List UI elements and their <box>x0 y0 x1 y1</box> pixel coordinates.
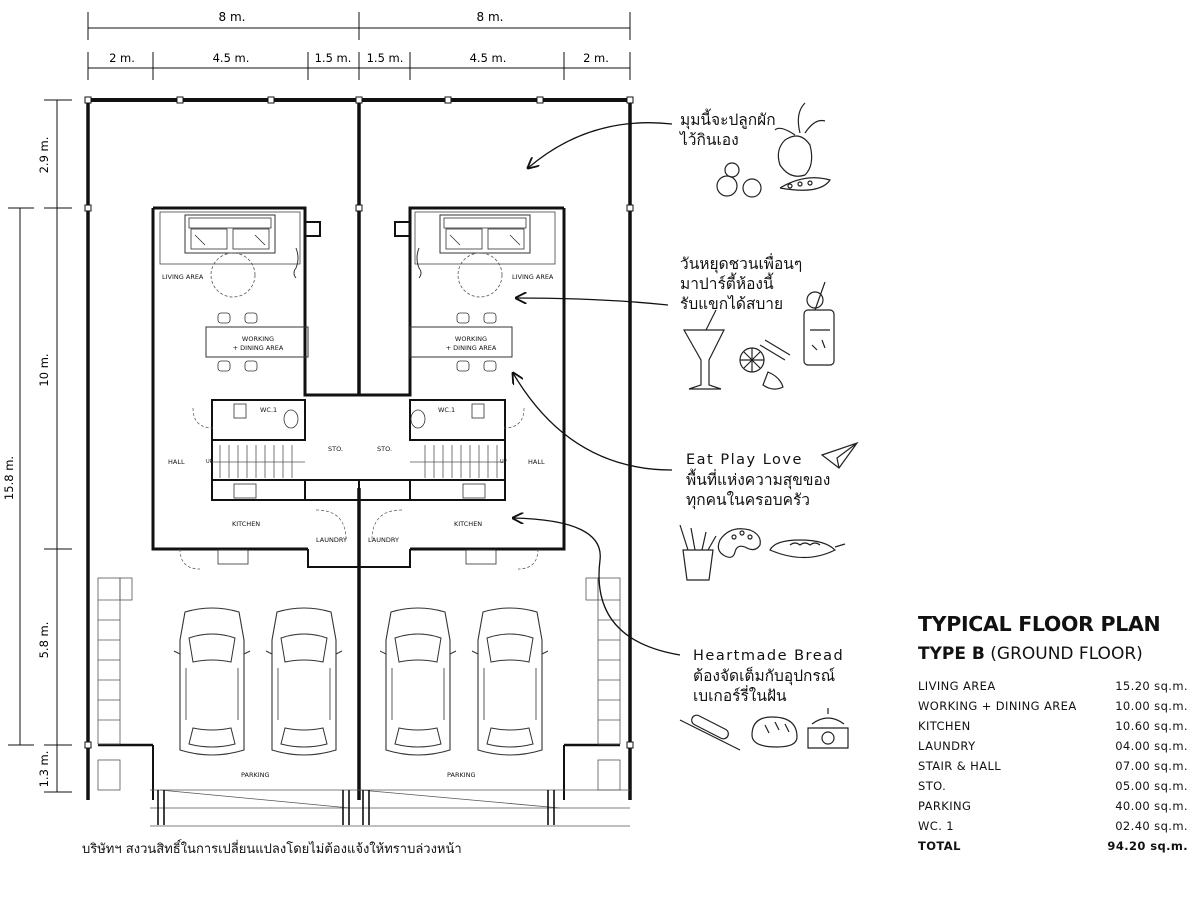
callout-party <box>680 254 802 314</box>
label-laundry-right: LAUNDRY <box>368 536 399 544</box>
label-parking-right: PARKING <box>447 771 476 779</box>
art-cooking-illustration <box>680 525 845 580</box>
dim-detail-2: 4.5 m. <box>212 51 250 65</box>
callout-party-line-3: รับแขกได้สบาย <box>680 295 784 313</box>
label-sto-left: STO. <box>328 445 344 453</box>
callout-family-line-2: ทุกคนในครอบครัว <box>686 491 810 509</box>
top-dimension-lines <box>88 12 630 80</box>
label-wc-left: WC.1 <box>260 406 278 414</box>
label-hall-right: HALL <box>528 458 545 466</box>
area-row <box>918 796 1188 816</box>
dim-detail-6: 2 m. <box>583 51 609 65</box>
callout-family <box>686 450 830 510</box>
label-living-left: LIVING AREA <box>162 273 204 281</box>
label-working-right-1: WORKING <box>454 335 488 343</box>
area-row <box>918 816 1188 836</box>
area-value: 40.00 sq.m. <box>1115 799 1188 813</box>
bakery-illustration <box>680 708 848 750</box>
dim-left-1: 2.9 m. <box>37 136 51 174</box>
label-sto-right: STO. <box>377 445 393 453</box>
area-name: WC. 1 <box>918 819 955 833</box>
dim-detail-1: 2 m. <box>109 51 135 65</box>
area-name: KITCHEN <box>918 719 971 733</box>
callout-garden-line-2: ไว้กินเอง <box>680 131 739 149</box>
left-unit-walls <box>153 208 359 567</box>
plan-floor: (GROUND FLOOR) <box>990 644 1143 664</box>
label-living-right: LIVING AREA <box>512 273 554 281</box>
area-value: 05.00 sq.m. <box>1115 779 1188 793</box>
plan-type: TYPE B <box>918 644 985 664</box>
left-dimension-lines <box>8 100 72 792</box>
callout-garden-line-1: มุมนี้จะปลูกผัก <box>680 111 776 129</box>
dim-left-4: 1.3 m. <box>37 750 51 788</box>
area-value: 10.60 sq.m. <box>1115 719 1188 733</box>
area-row <box>918 756 1188 776</box>
callout-family-title: Eat Play Love <box>686 452 803 468</box>
area-value: 10.00 sq.m. <box>1115 699 1188 713</box>
label-working-left-1: WORKING <box>241 335 275 343</box>
callout-party-line-1: วันหยุดชวนเพื่อนๆ <box>680 255 803 273</box>
area-name: LIVING AREA <box>918 679 996 693</box>
area-row <box>918 696 1188 716</box>
dim-detail-3: 1.5 m. <box>314 51 352 65</box>
callout-bakery-line-2: เบเกอร์รี่ในฝัน <box>693 687 787 705</box>
right-unit-furniture <box>372 212 555 569</box>
plan-title: TYPICAL FLOOR PLAN <box>918 612 1161 636</box>
callout-party-line-2: มาปาร์ตี้ห้องนี้ <box>680 275 774 293</box>
area-value: 07.00 sq.m. <box>1115 759 1188 773</box>
area-value: 02.40 sq.m. <box>1115 819 1188 833</box>
area-value: 15.20 sq.m. <box>1115 679 1188 693</box>
area-row <box>918 776 1188 796</box>
label-kitchen-right: KITCHEN <box>454 520 483 528</box>
label-kitchen-left: KITCHEN <box>232 520 261 528</box>
right-unit-walls <box>359 208 564 567</box>
label-wc-right: WC.1 <box>438 406 456 414</box>
area-total-row <box>918 836 1188 856</box>
area-name: WORKING + DINING AREA <box>918 699 1077 713</box>
area-row <box>918 716 1188 736</box>
plan-subtitle <box>918 644 1190 664</box>
area-total-name: TOTAL <box>918 839 961 853</box>
label-working-right-2: + DINING AREA <box>445 344 497 352</box>
dim-left-overall: 15.8 m. <box>2 455 16 501</box>
driveway-gate <box>150 790 630 826</box>
label-working-left-2: + DINING AREA <box>232 344 284 352</box>
area-value: 04.00 sq.m. <box>1115 739 1188 753</box>
label-up-left: UP <box>206 459 213 465</box>
callout-bakery-line-1: ต้องจัดเต็มกับอุปกรณ์ <box>693 667 836 685</box>
area-table <box>918 676 1188 856</box>
callout-bakery-title: Heartmade Bread <box>693 648 845 664</box>
area-row <box>918 676 1188 696</box>
disclaimer-text: บริษัทฯ สงวนสิทธิ์ในการเปลี่ยนแปลงโดยไม่ต้องแจ้งให้ทราบล่วงหน้า <box>82 842 462 857</box>
dim-top-left: 8 m. <box>218 10 246 24</box>
callout-arrows <box>513 123 680 655</box>
left-unit-furniture <box>160 212 346 569</box>
area-row <box>918 736 1188 756</box>
area-name: STO. <box>918 779 947 793</box>
area-name: PARKING <box>918 799 972 813</box>
area-total-value: 94.20 sq.m. <box>1107 839 1188 853</box>
title-block <box>918 612 1190 856</box>
label-parking-left: PARKING <box>241 771 270 779</box>
dim-left-3: 5.8 m. <box>37 621 51 659</box>
label-up-right: UP <box>500 459 507 465</box>
area-name: STAIR & HALL <box>918 759 1002 773</box>
label-hall-left: HALL <box>168 458 185 466</box>
dim-detail-5: 4.5 m. <box>469 51 507 65</box>
area-name: LAUNDRY <box>918 739 976 753</box>
dim-left-2: 10 m. <box>37 353 51 387</box>
parked-cars <box>174 608 548 755</box>
dim-detail-4: 1.5 m. <box>366 51 404 65</box>
callout-bakery <box>693 646 844 706</box>
callout-family-line-1: พื้นที่แห่งความสุขของ <box>686 471 831 489</box>
dim-top-right: 8 m. <box>476 10 504 24</box>
label-laundry-left: LAUNDRY <box>316 536 347 544</box>
callout-garden <box>680 110 776 150</box>
